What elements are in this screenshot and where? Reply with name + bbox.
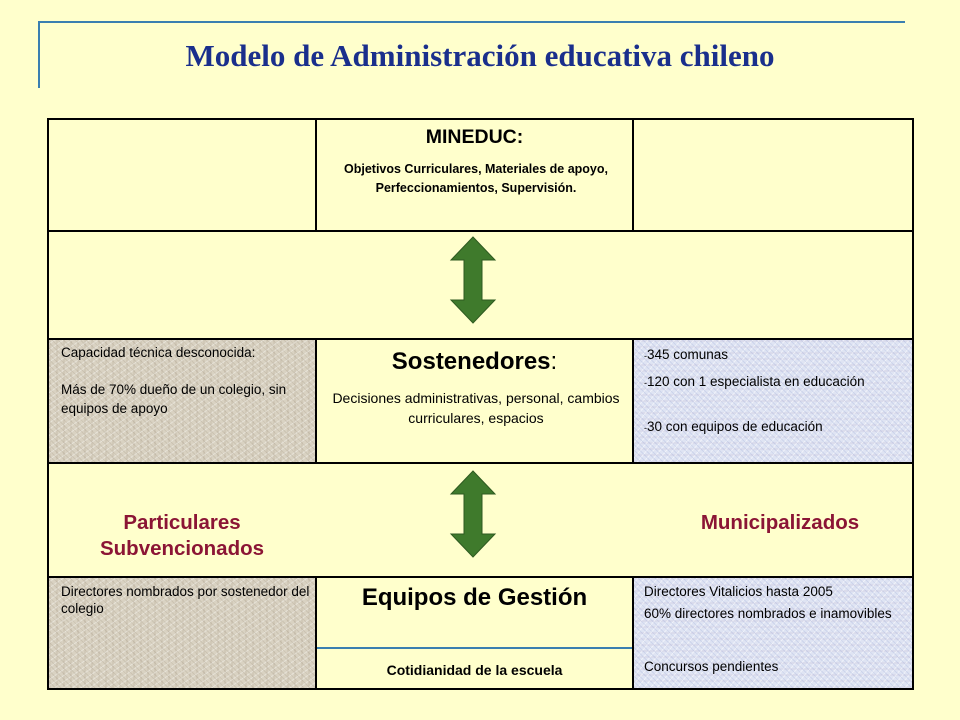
equipos-heading: Equipos de Gestión	[361, 584, 588, 611]
municipal-item: -345 comunas	[644, 347, 729, 362]
grid-line	[49, 462, 912, 464]
hierarchy-table	[47, 118, 914, 690]
page-title: Modelo de Administración educativa chileno	[185, 38, 775, 73]
sostenedores-heading: Sostenedores:	[391, 348, 558, 375]
mineduc-description: Objetivos Curriculares, Materiales de apoyo, Perfeccionamientos, Supervisión.	[344, 162, 608, 195]
municipal-item: -120 con 1 especialista en educación	[644, 374, 865, 389]
municipalizados-label: Municipalizados	[700, 511, 860, 534]
particulares-capacity-text: Capacidad técnica desconocida:	[61, 345, 256, 360]
grid-line	[632, 120, 634, 230]
double-arrow-icon	[448, 470, 498, 558]
sostenedores-description: Decisiones administrativas, personal, cambios curriculares, espacios	[332, 390, 620, 426]
directores-particulares-text: Directores nombrados por sostenedor del colegio	[61, 584, 310, 616]
decorative-top-line	[40, 21, 905, 23]
directores-municipales-item: Directores Vitalicios hasta 2005	[644, 584, 833, 599]
particulares-ownership-text: Más de 70% dueño de un colegio, sin equipos de apoyo	[61, 382, 287, 416]
grid-line	[632, 338, 634, 462]
directores-municipales-item: 60% directores nombrados e inamovibles	[644, 606, 892, 621]
grid-line	[49, 576, 912, 578]
equipos-divider	[317, 647, 634, 649]
particulares-label: Particulares Subvencionados	[99, 511, 265, 560]
equipos-subtitle: Cotidianidad de la escuela	[386, 662, 563, 678]
grid-line	[49, 338, 912, 340]
double-arrow-icon	[448, 236, 498, 324]
directores-municipales-item: Concursos pendientes	[644, 659, 779, 674]
grid-line	[632, 576, 634, 688]
mineduc-heading: MINEDUC:	[425, 126, 524, 148]
grid-line	[49, 230, 912, 232]
municipal-item: -30 con equipos de educación	[644, 419, 823, 434]
